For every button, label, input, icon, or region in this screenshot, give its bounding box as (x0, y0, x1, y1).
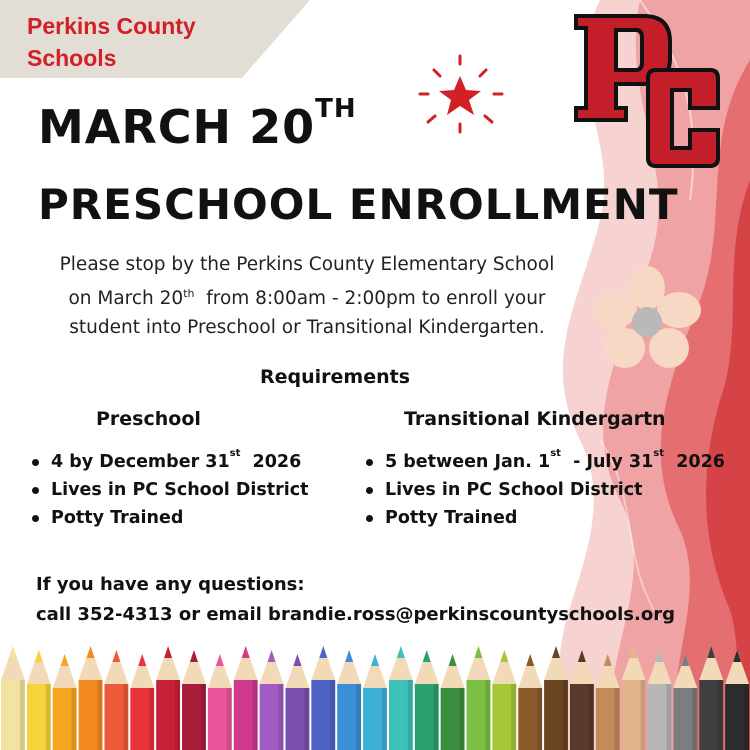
pencil (27, 650, 51, 750)
colored-pencils-image (0, 638, 750, 750)
bullet-icon (32, 487, 39, 494)
bullet-icon (32, 459, 39, 466)
intro-line-1: Please stop by the Perkins County Elementary School (59, 254, 555, 275)
pencil (260, 650, 284, 750)
pencil (389, 646, 413, 750)
list-item (30, 476, 309, 504)
pencil (622, 646, 646, 750)
req-text-mid: - July 31 (560, 452, 654, 472)
list-item (364, 476, 725, 504)
bullet-icon (32, 515, 39, 522)
peach-flower-icon (591, 264, 703, 376)
school-name: Perkins County Schools (27, 13, 196, 71)
pencil (492, 650, 516, 750)
pencil (673, 654, 697, 750)
pencil (648, 650, 672, 750)
bullet-icon (366, 459, 373, 466)
pencil (544, 646, 568, 750)
pencil (130, 654, 154, 750)
pencil (467, 646, 491, 750)
pc-logo-icon (572, 12, 722, 170)
pencil (234, 646, 258, 750)
pencil (208, 654, 232, 750)
red-star-burst-icon (414, 52, 504, 142)
req-sup: st (229, 448, 241, 459)
pencil (285, 654, 309, 750)
pencil (311, 646, 335, 750)
req-text: 4 by December 31 (51, 452, 230, 472)
event-title: PRESCHOOL ENROLLMENT (38, 180, 679, 229)
req-text: Lives in PC School District (51, 480, 309, 500)
pencil (1, 646, 25, 750)
list-item (364, 504, 725, 532)
req-text: Potty Trained (385, 508, 518, 528)
req-sup: st (550, 448, 561, 459)
intro-line-2 (22, 279, 592, 313)
event-date-suffix: TH (315, 94, 357, 124)
pencil (415, 650, 439, 750)
req-text: Lives in PC School District (385, 480, 643, 500)
pencil (441, 654, 465, 750)
pencil (570, 650, 594, 750)
req-text: Potty Trained (51, 508, 184, 528)
intro-line-3: student into Preschool or Transitional Kindergarten. (69, 317, 545, 339)
pencil (156, 646, 180, 750)
tk-requirements-list (364, 448, 725, 532)
req-sup-2: st (653, 448, 665, 459)
event-date-main: MARCH 20 (38, 100, 316, 154)
pencil (53, 654, 77, 750)
pencil (725, 650, 749, 750)
intro-line-2-a: on March 20 (68, 288, 184, 310)
req-text-tail: 2026 (664, 452, 725, 472)
list-item (364, 448, 725, 476)
pencil (363, 654, 387, 750)
pencil (337, 650, 361, 750)
pencil (182, 650, 206, 750)
pencil (518, 654, 542, 750)
intro-paragraph (22, 250, 592, 342)
event-date (38, 94, 357, 154)
intro-line-2-sup: th (183, 287, 195, 300)
preschool-requirements-list (30, 448, 309, 532)
req-text: 5 between Jan. 1 (385, 452, 551, 472)
contact-prompt: If you have any questions: (36, 574, 305, 595)
bullet-icon (366, 487, 373, 494)
contact-details: call 352-4313 or email brandie.ross@perkinscountyschools.org (36, 604, 675, 625)
list-item (30, 504, 309, 532)
requirements-heading: Requirements (259, 366, 410, 388)
tk-heading: Transitional Kindergartn (404, 408, 666, 430)
bullet-icon (366, 515, 373, 522)
preschool-heading: Preschool (96, 408, 201, 430)
list-item (30, 448, 309, 476)
pencil (699, 646, 723, 750)
pencil (596, 654, 620, 750)
intro-line-2-b: from 8:00am - 2:00pm to enroll your (194, 288, 546, 310)
pencil (104, 650, 128, 750)
req-text-tail: 2026 (240, 452, 302, 472)
pencil (79, 646, 103, 750)
